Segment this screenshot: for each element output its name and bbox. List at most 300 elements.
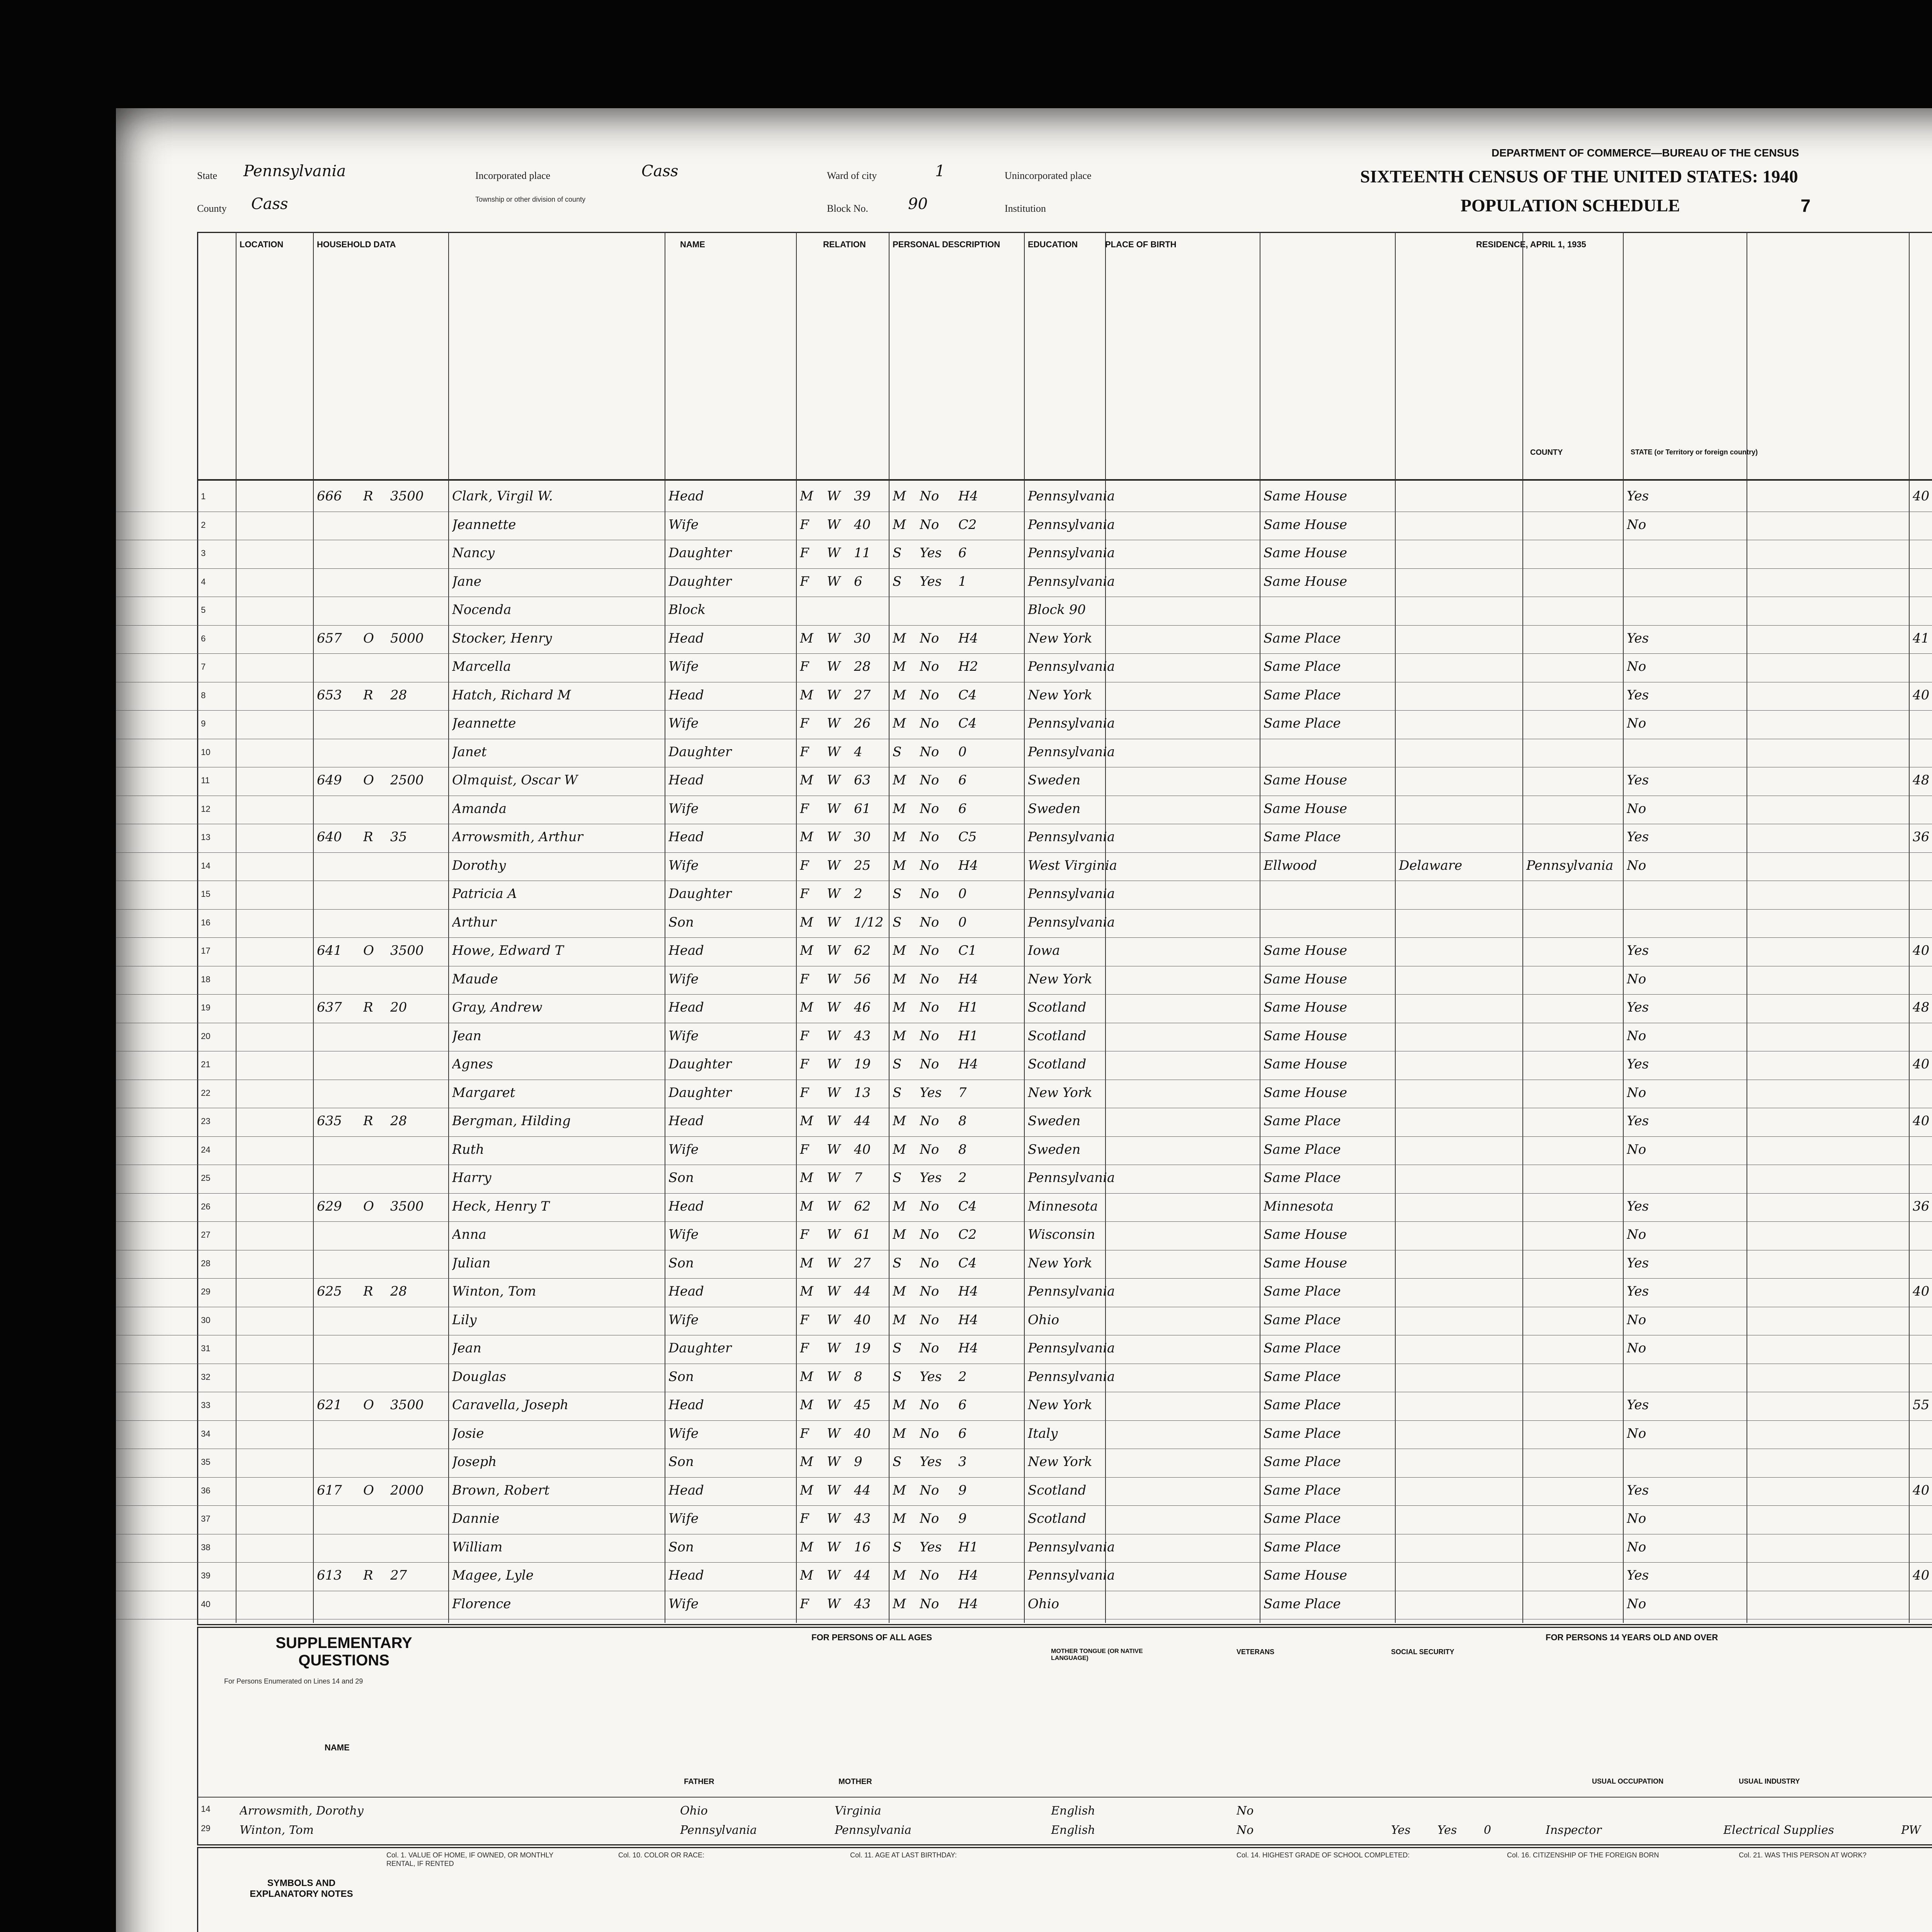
cell-res: Same Place: [1264, 630, 1341, 646]
cell-age: 28: [854, 659, 871, 674]
cell-sex: F: [800, 1511, 809, 1526]
cell-own: R: [363, 1284, 373, 1299]
table-row: [116, 767, 1932, 796]
cell-name: Bergman, Hilding: [452, 1113, 571, 1129]
cell-rel: Head: [668, 488, 704, 504]
table-row: [116, 796, 1932, 825]
cell-house: 629: [317, 1198, 342, 1214]
cell-age: 2: [854, 886, 862, 901]
cell-name: Stocker, Henry: [452, 630, 552, 646]
cell-age: 45: [854, 1397, 871, 1413]
cell-name: Jean: [452, 1340, 481, 1356]
cell-ms: M: [893, 1397, 906, 1413]
cell-house: 621: [317, 1397, 342, 1413]
cell-ms: M: [893, 1284, 906, 1299]
cell-house: 635: [317, 1113, 342, 1129]
cell-name: Ruth: [452, 1141, 485, 1157]
cell-name: Joseph: [452, 1454, 497, 1469]
table-row: [116, 512, 1932, 541]
cell-house: 657: [317, 630, 342, 646]
cell-sch: No: [920, 1198, 939, 1214]
cell-birth: New York: [1028, 971, 1092, 987]
cell-name: Lily: [452, 1312, 477, 1328]
cell-rel: Daughter: [668, 573, 732, 589]
cell-rel: Daughter: [668, 1085, 732, 1100]
cell-sch: No: [920, 744, 939, 760]
cell-rel: Wife: [668, 1511, 699, 1526]
cell-age: 62: [854, 1198, 871, 1214]
cell-age: 61: [854, 801, 871, 816]
cell-ms: S: [893, 573, 902, 589]
cell-race: W: [827, 744, 840, 760]
supplementary-subtitle: For Persons Enumerated on Lines 14 and 29: [224, 1677, 363, 1685]
table-row: [116, 597, 1932, 626]
cell-name: Gray, Andrew: [452, 1000, 543, 1015]
cell-name: Maude: [452, 971, 498, 987]
cell-val: 3500: [390, 488, 424, 504]
census-sheet: [116, 108, 1932, 1932]
cell-gr: 2: [958, 1369, 967, 1384]
cell-hrs: 40: [1913, 1284, 1930, 1299]
cell-birth: Pennsylvania: [1028, 1369, 1115, 1384]
cell-name: Jeannette: [452, 716, 516, 731]
cell-ms: M: [893, 1312, 906, 1328]
cell-ms: S: [893, 1255, 902, 1271]
cell-wk: No: [1627, 1539, 1646, 1555]
cell-name: Heck, Henry T: [452, 1198, 549, 1214]
cell-res: Same House: [1264, 573, 1347, 589]
incorporated-label: Incorporated place: [475, 170, 551, 181]
schedule-number: 7: [1801, 196, 1811, 216]
cell-name: Magee, Lyle: [452, 1568, 534, 1583]
cell-house: 653: [317, 687, 342, 703]
cell-ms: S: [893, 1085, 902, 1100]
cell-sch: Yes: [920, 1539, 942, 1555]
cell-age: 61: [854, 1227, 871, 1242]
table-row: [116, 1364, 1932, 1393]
cell-rel: Daughter: [668, 1056, 732, 1072]
cell-ms: M: [893, 488, 906, 504]
cell-n: 15: [201, 889, 211, 899]
section-household: HOUSEHOLD DATA: [317, 240, 396, 249]
cell-wk: No: [1627, 716, 1646, 731]
cell-race: W: [827, 1454, 840, 1469]
cell-rel: Son: [668, 1539, 694, 1555]
cell-val: 3500: [390, 943, 424, 958]
cell-age: 1/12: [854, 914, 884, 930]
table-row: [116, 1420, 1932, 1449]
supp-cell-occ: Inspector: [1546, 1823, 1602, 1837]
cell-rel: Wife: [668, 1028, 699, 1044]
supp-tongue-label: MOTHER TONGUE (OR NATIVE LANGUAGE): [1051, 1648, 1143, 1662]
cell-rel: Son: [668, 1255, 694, 1271]
cell-age: 7: [854, 1170, 862, 1185]
cell-sch: No: [920, 687, 939, 703]
unincorporated-label: Unincorporated place: [1005, 170, 1092, 181]
cell-val: 20: [390, 1000, 407, 1015]
cell-rel: Wife: [668, 1227, 699, 1242]
cell-gr: C2: [958, 517, 977, 532]
cell-name: Anna: [452, 1227, 486, 1242]
cell-own: O: [363, 1482, 374, 1498]
table-row: [116, 1051, 1932, 1080]
table-row: [116, 682, 1932, 711]
section-relation: RELATION: [823, 240, 866, 249]
cell-ms: M: [893, 1000, 906, 1015]
cell-own: R: [363, 687, 373, 703]
cell-name: Jeannette: [452, 517, 516, 532]
table-row: [116, 483, 1932, 512]
cell-wk: Yes: [1627, 1397, 1649, 1413]
cell-res: Same Place: [1264, 687, 1341, 703]
cell-sex: M: [800, 1198, 813, 1214]
cell-age: 4: [854, 744, 862, 760]
table-row: [116, 1080, 1932, 1109]
cell-ms: S: [893, 1539, 902, 1555]
table-row: [116, 1505, 1932, 1534]
table-row: [116, 1591, 1932, 1620]
cell-sex: F: [800, 1596, 809, 1612]
cell-rel: Head: [668, 1482, 704, 1498]
cell-hrs: 41: [1913, 630, 1930, 646]
cell-val: 28: [390, 687, 407, 703]
cell-ms: M: [893, 1141, 906, 1157]
cell-age: 44: [854, 1482, 871, 1498]
cell-gr: C4: [958, 716, 977, 731]
cell-birth: Pennsylvania: [1028, 744, 1115, 760]
cell-val: 35: [390, 829, 407, 845]
cell-own: O: [363, 630, 374, 646]
cell-name: Hatch, Richard M: [452, 687, 571, 703]
cell-gr: 9: [958, 1482, 967, 1498]
cell-n: 32: [201, 1372, 211, 1382]
cell-house: 617: [317, 1482, 342, 1498]
cell-sch: No: [920, 1284, 939, 1299]
cell-sch: No: [920, 772, 939, 788]
cell-sch: Yes: [920, 1085, 942, 1100]
cell-ms: M: [893, 1511, 906, 1526]
table-row: [116, 994, 1932, 1023]
cell-own: O: [363, 943, 374, 958]
table-row: [116, 1136, 1932, 1165]
cell-sch: No: [920, 659, 939, 674]
cell-race: W: [827, 801, 840, 816]
cell-name: Olmquist, Oscar W: [452, 772, 578, 788]
cell-wk: No: [1627, 857, 1646, 873]
cell-gr: H4: [958, 857, 978, 873]
cell-gr: 0: [958, 914, 967, 930]
cell-race: W: [827, 1482, 840, 1498]
supplementary-row: [116, 1822, 1932, 1841]
cell-wk: Yes: [1627, 829, 1649, 845]
cell-wk: No: [1627, 1425, 1646, 1441]
supp-cell-tongue: English: [1051, 1804, 1095, 1818]
cell-birth: Scotland: [1028, 1000, 1087, 1015]
cell-gr: H4: [958, 1340, 978, 1356]
cell-race: W: [827, 857, 840, 873]
cell-age: 56: [854, 971, 871, 987]
cell-res: Same House: [1264, 1255, 1347, 1271]
cell-rel: Daughter: [668, 1340, 732, 1356]
cell-ms: M: [893, 517, 906, 532]
table-row: [116, 1165, 1932, 1194]
cell-race: W: [827, 943, 840, 958]
cell-name: Howe, Edward T: [452, 943, 564, 958]
cell-age: 11: [854, 545, 871, 561]
cell-age: 25: [854, 857, 871, 873]
cell-ms: S: [893, 914, 902, 930]
header-divider: [197, 479, 1932, 481]
cell-birth: Sweden: [1028, 801, 1081, 816]
cell-race: W: [827, 1085, 840, 1100]
cell-gr: H4: [958, 488, 978, 504]
cell-gr: 6: [958, 772, 967, 788]
cell-ms: M: [893, 971, 906, 987]
table-row: [116, 710, 1932, 739]
supplementary-title: SUPPLEMENTARY QUESTIONS: [276, 1634, 412, 1669]
cell-hrs: 40: [1913, 1482, 1930, 1498]
cell-sex: F: [800, 1085, 809, 1100]
table-row: [116, 1392, 1932, 1421]
cell-n: 10: [201, 747, 211, 757]
cell-age: 27: [854, 1255, 871, 1271]
cell-sex: M: [800, 488, 813, 504]
cell-birth: Sweden: [1028, 1113, 1081, 1129]
cell-res: Ellwood: [1264, 857, 1317, 873]
cell-wk: Yes: [1627, 1198, 1649, 1214]
cell-val: 3500: [390, 1397, 424, 1413]
cell-wk: No: [1627, 1340, 1646, 1356]
cell-gr: 3: [958, 1454, 967, 1469]
cell-rel: Daughter: [668, 886, 732, 901]
cell-name: Nocenda: [452, 602, 512, 617]
cell-gr: H1: [958, 1539, 978, 1555]
cell-birth: Pennsylvania: [1028, 659, 1115, 674]
table-row: [116, 653, 1932, 682]
cell-age: 40: [854, 1312, 871, 1328]
cell-race: W: [827, 1000, 840, 1015]
cell-rel: Head: [668, 772, 704, 788]
cell-rel: Wife: [668, 1141, 699, 1157]
cell-rel: Wife: [668, 517, 699, 532]
cell-sch: No: [920, 886, 939, 901]
cell-ms: S: [893, 886, 902, 901]
cell-gr: C1: [958, 943, 977, 958]
cell-gr: 6: [958, 1397, 967, 1413]
cell-birth: Pennsylvania: [1028, 545, 1115, 561]
cell-birth: Pennsylvania: [1028, 1568, 1115, 1583]
cell-rel: Wife: [668, 857, 699, 873]
cell-race: W: [827, 886, 840, 901]
cell-hrs: 40: [1913, 1113, 1930, 1129]
cell-n: 3: [201, 548, 206, 558]
cell-sex: M: [800, 1369, 813, 1384]
cell-rel: Head: [668, 829, 704, 845]
supp-usual-ind-label: USUAL INDUSTRY: [1739, 1777, 1800, 1785]
table-row: [116, 1307, 1932, 1336]
section-name: NAME: [680, 240, 705, 249]
cell-res: Same House: [1264, 1000, 1347, 1015]
cell-birth: Pennsylvania: [1028, 1284, 1115, 1299]
cell-birth: New York: [1028, 630, 1092, 646]
cell-age: 44: [854, 1568, 871, 1583]
cell-sex: M: [800, 1539, 813, 1555]
cell-house: 625: [317, 1284, 342, 1299]
cell-res: Same Place: [1264, 1425, 1341, 1441]
cell-sex: F: [800, 1028, 809, 1044]
cell-n: 39: [201, 1571, 211, 1580]
cell-name: Brown, Robert: [452, 1482, 550, 1498]
cell-n: 2: [201, 520, 206, 530]
cell-res: Same Place: [1264, 1369, 1341, 1384]
cell-hrs: 40: [1913, 1568, 1930, 1583]
cell-n: 40: [201, 1599, 211, 1609]
cell-race: W: [827, 1284, 840, 1299]
cell-res: Same House: [1264, 801, 1347, 816]
cell-gr: C5: [958, 829, 977, 845]
cell-res: Same House: [1264, 1028, 1347, 1044]
column-state: STATE (or Territory or foreign country): [1631, 448, 1758, 456]
cell-birth: Pennsylvania: [1028, 1170, 1115, 1185]
cell-birth: West Virginia: [1028, 857, 1117, 873]
cell-name: Harry: [452, 1170, 492, 1185]
cell-own: R: [363, 1113, 373, 1129]
supp-father-label: FATHER: [684, 1777, 714, 1786]
cell-wk: Yes: [1627, 1113, 1649, 1129]
cell-ms: M: [893, 659, 906, 674]
section-birth: PLACE OF BIRTH: [1105, 240, 1177, 249]
cell-sch: No: [920, 630, 939, 646]
cell-wk: No: [1627, 1596, 1646, 1612]
cell-birth: Scotland: [1028, 1028, 1087, 1044]
cell-rel: Son: [668, 1369, 694, 1384]
supp-name-label: NAME: [325, 1743, 350, 1752]
cell-sch: No: [920, 1511, 939, 1526]
cell-age: 40: [854, 517, 871, 532]
cell-wk: Yes: [1627, 1255, 1649, 1271]
cell-res: Same Place: [1264, 1284, 1341, 1299]
cell-ms: M: [893, 943, 906, 958]
cell-sch: No: [920, 857, 939, 873]
cell-res: Same Place: [1264, 1141, 1341, 1157]
cell-n: 14: [201, 861, 211, 871]
table-row: [116, 1534, 1932, 1563]
cell-age: 43: [854, 1511, 871, 1526]
cell-sch: No: [920, 914, 939, 930]
cell-ms: M: [893, 801, 906, 816]
cell-n: 11: [201, 776, 210, 785]
note-col5: Col. 16. CITIZENSHIP OF THE FOREIGN BORN: [1507, 1851, 1659, 1859]
cell-ms: M: [893, 687, 906, 703]
cell-race: W: [827, 1425, 840, 1441]
cell-race: W: [827, 971, 840, 987]
cell-name: Marcella: [452, 659, 511, 674]
cell-n: 30: [201, 1315, 211, 1325]
cell-gr: H4: [958, 630, 978, 646]
cell-val: 5000: [390, 630, 424, 646]
cell-name: Jane: [452, 573, 481, 589]
cell-sch: Yes: [920, 1369, 942, 1384]
cell-rel: Head: [668, 1000, 704, 1015]
census-title: SIXTEENTH CENSUS OF THE UNITED STATES: 1940: [1360, 167, 1798, 186]
ward-label: Ward of city: [827, 170, 877, 181]
cell-res: Same Place: [1264, 1397, 1341, 1413]
cell-ms: M: [893, 857, 906, 873]
cell-race: W: [827, 914, 840, 930]
cell-birth: New York: [1028, 687, 1092, 703]
cell-sch: No: [920, 1312, 939, 1328]
cell-gr: 2: [958, 1170, 967, 1185]
cell-n: 13: [201, 832, 211, 842]
cell-wk: No: [1627, 1312, 1646, 1328]
cell-age: 40: [854, 1141, 871, 1157]
supp-cell-mother: Virginia: [835, 1804, 881, 1818]
cell-sex: F: [800, 857, 809, 873]
notes-symbols: SYMBOLS AND EXPLANATORY NOTES: [250, 1878, 353, 1899]
cell-n: 20: [201, 1031, 211, 1041]
cell-birth: Sweden: [1028, 1141, 1081, 1157]
cell-rel: Head: [668, 1284, 704, 1299]
cell-wk: No: [1627, 1511, 1646, 1526]
cell-race: W: [827, 829, 840, 845]
cell-wk: Yes: [1627, 1482, 1649, 1498]
supp-cell-line: 14: [201, 1804, 211, 1814]
cell-sex: M: [800, 1255, 813, 1271]
cell-sex: M: [800, 1397, 813, 1413]
cell-wk: Yes: [1627, 1056, 1649, 1072]
cell-gr: H4: [958, 1568, 978, 1583]
cell-sch: No: [920, 971, 939, 987]
cell-ms: S: [893, 1170, 902, 1185]
supp-cell-ss3: 0: [1484, 1823, 1492, 1837]
cell-name: Clark, Virgil W.: [452, 488, 553, 504]
cell-res: Same House: [1264, 1568, 1347, 1583]
cell-ms: M: [893, 716, 906, 731]
cell-val: 27: [390, 1568, 407, 1583]
cell-wk: No: [1627, 1028, 1646, 1044]
cell-n: 22: [201, 1088, 211, 1098]
cell-age: 46: [854, 1000, 871, 1015]
cell-name: Jean: [452, 1028, 481, 1044]
cell-birth: New York: [1028, 1085, 1092, 1100]
cell-rel: Wife: [668, 1425, 699, 1441]
cell-hrs: 48: [1913, 1000, 1930, 1015]
cell-rel: Head: [668, 1113, 704, 1129]
cell-race: W: [827, 1056, 840, 1072]
cell-house: 641: [317, 943, 342, 958]
table-row: [116, 739, 1932, 768]
supp-veterans-label: VETERANS: [1236, 1648, 1275, 1656]
cell-hrs: 36: [1913, 1198, 1930, 1214]
cell-age: 16: [854, 1539, 871, 1555]
cell-birth: Pennsylvania: [1028, 573, 1115, 589]
cell-age: 6: [854, 573, 862, 589]
cell-sex: F: [800, 1340, 809, 1356]
cell-state: Pennsylvania: [1526, 857, 1614, 873]
note-col6: Col. 21. WAS THIS PERSON AT WORK?: [1739, 1851, 1867, 1859]
cell-sex: F: [800, 545, 809, 561]
cell-n: 5: [201, 605, 206, 615]
cell-county: Delaware: [1399, 857, 1463, 873]
cell-sch: No: [920, 1056, 939, 1072]
supp-divider: [197, 1797, 1932, 1798]
cell-own: R: [363, 488, 373, 504]
cell-name: Florence: [452, 1596, 511, 1612]
cell-ms: M: [893, 829, 906, 845]
cell-age: 27: [854, 687, 871, 703]
supp-cell-vet: No: [1236, 1804, 1254, 1818]
cell-gr: 6: [958, 545, 967, 561]
